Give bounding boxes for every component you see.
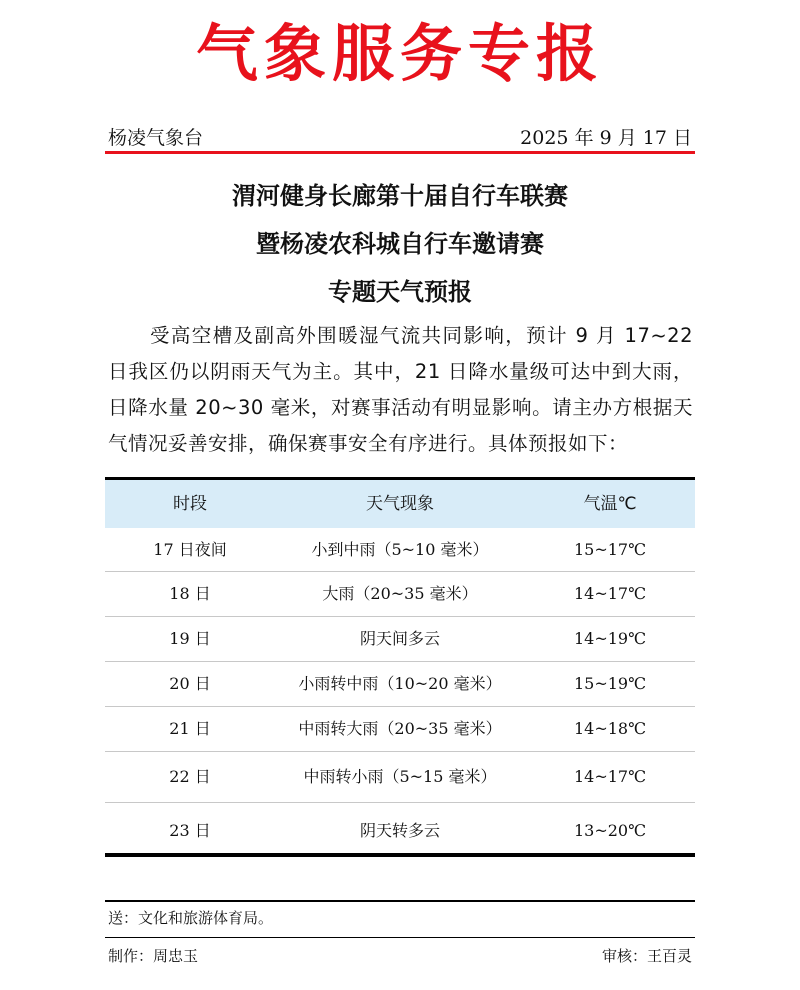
table-row: [105, 617, 695, 662]
issuer-date-row: [108, 123, 692, 149]
reviewed-by: 审核：王百灵: [601, 947, 692, 965]
row-period: 18 日: [169, 584, 211, 603]
table-row: [105, 752, 695, 803]
row-temperature: 14~17℃: [573, 767, 647, 786]
forecast-table-body: [105, 528, 695, 859]
issuer-name: 杨凌气象台: [108, 127, 204, 149]
row-weather: 小雨转中雨（10~20 毫米）: [298, 674, 502, 693]
row-period: 19 日: [169, 629, 211, 648]
document-title-line-2: 暨杨凌农科城自行车邀请赛: [256, 230, 544, 258]
masthead-title: 气象服务专报: [195, 17, 604, 90]
table-row: [105, 707, 695, 752]
row-weather: 阴天间多云: [359, 629, 440, 648]
row-weather: 小到中雨（5~10 毫米）: [311, 539, 489, 559]
document-title-line-3: 专题天气预报: [328, 278, 472, 306]
document-title-line-1: 渭河健身长廊第十届自行车联赛: [232, 182, 568, 210]
footer-divider-top: [105, 900, 695, 902]
row-weather: 大雨（20~35 毫米）: [322, 584, 478, 603]
row-period: 23 日: [169, 821, 211, 840]
table-row: [105, 803, 695, 859]
distribution-line: 送：文化和旅游体育局。: [108, 909, 274, 927]
issue-date: 2025 年 9 月 17 日: [520, 127, 692, 149]
row-weather: 中雨转大雨（20~35 毫米）: [298, 719, 502, 738]
row-period: 20 日: [169, 674, 211, 693]
row-temperature: 14~18℃: [573, 719, 647, 738]
table-row: [105, 528, 695, 572]
header-temperature: 气温℃: [583, 494, 637, 514]
body-paragraph: 受高空槽及副高外围暖湿气流共同影响，预计 9 月 17~22 日我区仍以阴雨天气为主。其中，21 日降水量级可达中到大雨，日降水量 20~30 毫米，对赛事活动有明显影响。请主办方根据天气情况妥善安排，确保赛事安全有序进行。具体预报如下：: [108, 324, 693, 455]
row-temperature: 15~17℃: [573, 539, 647, 559]
header-weather: 天气现象: [366, 494, 434, 514]
table-header: [105, 480, 695, 528]
row-weather: 中雨转小雨（5~15 毫米）: [303, 767, 497, 786]
footer-divider-bottom: [105, 937, 695, 938]
made-by: 制作：周忠玉: [108, 947, 199, 965]
row-period: 17 日夜间: [153, 539, 227, 559]
header-period: 时段: [173, 494, 207, 514]
row-temperature: 14~19℃: [573, 629, 647, 648]
row-period: 21 日: [169, 719, 211, 738]
table-row: [105, 572, 695, 617]
row-temperature: 15~19℃: [573, 674, 647, 693]
table-row: [105, 662, 695, 707]
row-temperature: 14~17℃: [573, 584, 647, 603]
row-weather: 阴天转多云: [359, 821, 440, 840]
masthead-divider: [105, 151, 695, 154]
row-period: 22 日: [169, 767, 211, 786]
table-bottom-rule: [105, 853, 695, 857]
row-temperature: 13~20℃: [573, 821, 647, 840]
